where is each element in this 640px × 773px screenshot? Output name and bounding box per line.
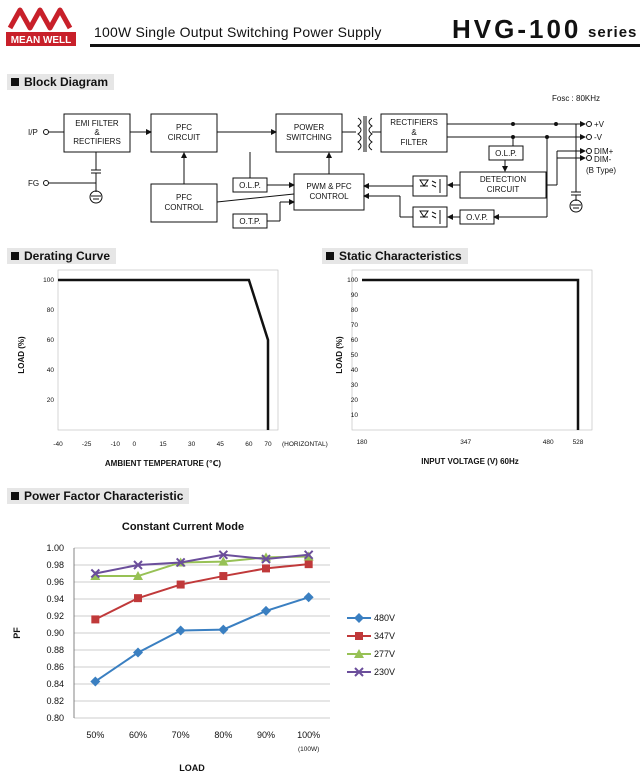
output-dim-minus: DIM- xyxy=(594,155,612,164)
derating-x-axis-label: AMBIENT TEMPERATURE (℃) xyxy=(104,459,222,468)
pf-chart-title: Constant Current Mode xyxy=(121,521,245,533)
derating-x-tick-label: 60 xyxy=(245,441,253,448)
fosc-label: Fosc : 80KHz xyxy=(552,94,601,103)
rect-filter-text-1: RECTIFIERS xyxy=(390,118,438,127)
pf-series-line-480V xyxy=(95,597,308,681)
pf-point-480V xyxy=(176,625,186,635)
pf-y-tick-label: 0.90 xyxy=(46,628,64,638)
derating-x-tick-label: -10 xyxy=(110,441,120,448)
header-rule xyxy=(90,44,640,47)
derating-y-tick-label: 20 xyxy=(46,397,54,404)
model-name: HVG-100 xyxy=(452,14,582,44)
olp-input-text: O.L.P. xyxy=(239,181,261,190)
output-plus-v: +V xyxy=(594,120,605,129)
static-y-tick-label: 60 xyxy=(350,337,358,344)
static-y-tick-label: 20 xyxy=(350,397,358,404)
pfc-control-text-1: PFC xyxy=(176,193,192,202)
derating-heading xyxy=(7,248,116,264)
opto-coupler-2 xyxy=(413,207,447,227)
derating-chart xyxy=(0,268,330,468)
olp-output-text: O.L.P. xyxy=(495,149,517,158)
pfc-circuit-text-2: CIRCUIT xyxy=(167,133,201,142)
opto-coupler-1 xyxy=(413,176,447,196)
pf-y-tick-label: 0.94 xyxy=(46,594,64,604)
pf-y-tick-label: 0.84 xyxy=(46,679,64,689)
static-y-tick-label: 30 xyxy=(350,382,358,389)
pwm-text-1: PWM & PFC xyxy=(306,182,352,191)
ovp-text: O.V.P. xyxy=(466,213,488,222)
pf-legend-label: 230V xyxy=(374,667,396,677)
derating-plot-frame xyxy=(58,270,278,430)
static-x-tick-label: 347 xyxy=(460,439,472,446)
derating-y-axis-label: LOAD (%) xyxy=(17,336,26,374)
static-x-tick-label: 528 xyxy=(572,439,584,446)
pf-x-tick-label: 90% xyxy=(256,730,276,740)
detection-text-2: CIRCUIT xyxy=(486,185,520,194)
static-y-tick-label: 50 xyxy=(350,352,358,359)
pf-point-347V xyxy=(262,564,270,572)
rect-filter-text-2: & xyxy=(411,128,417,137)
pf-point-480V xyxy=(261,606,271,616)
pf-point-347V xyxy=(177,581,185,589)
static-x-tick-label: 480 xyxy=(542,439,554,446)
heading-bullet xyxy=(11,252,19,260)
static-y-tick-label: 90 xyxy=(350,292,358,299)
emi-text-3: RECTIFIERS xyxy=(73,137,121,146)
mean-well-logo xyxy=(4,4,78,48)
pwm-text-2: CONTROL xyxy=(309,192,349,201)
static-chart xyxy=(320,268,640,468)
emi-text-2: & xyxy=(94,128,100,137)
detection-text-1: DETECTION xyxy=(479,175,527,184)
derating-x-tick-label: 0 xyxy=(132,441,137,448)
pf-series-line-230V xyxy=(95,555,308,574)
static-plot-frame xyxy=(352,270,592,430)
pf-heading xyxy=(7,488,189,504)
static-y-tick-label: 40 xyxy=(350,367,358,374)
pf-x-tick-label: 100% xyxy=(297,730,321,740)
pf-legend-label: 480V xyxy=(374,613,396,623)
derating-x-tick-label: -25 xyxy=(81,441,92,448)
heading-bullet xyxy=(11,492,19,500)
static-y-axis-label: LOAD (%) xyxy=(335,336,344,374)
static-heading xyxy=(322,248,468,264)
pf-x-tick-label: 50% xyxy=(86,730,105,740)
pf-y-tick-label: 0.86 xyxy=(46,662,64,672)
derating-x-tick-label: 15 xyxy=(159,441,167,448)
pf-x-tick-label: 60% xyxy=(128,730,148,740)
pf-point-480V xyxy=(304,592,314,602)
pf-y-tick-label: 1.00 xyxy=(46,543,64,553)
pf-legend-label: 277V xyxy=(374,649,396,659)
derating-y-tick-label: 40 xyxy=(46,367,54,374)
pf-x-tick-label: 80% xyxy=(214,730,233,740)
pf-y-tick-label: 0.80 xyxy=(46,713,64,723)
pf-point-347V xyxy=(305,560,313,568)
fg-label: FG xyxy=(28,179,40,188)
static-heading-text: Static Characteristics xyxy=(339,249,462,263)
static-y-tick-label: 10 xyxy=(350,412,358,419)
derating-y-tick-label: 60 xyxy=(46,337,54,344)
static-x-tick-label: 180 xyxy=(356,439,368,446)
logo-text: MEAN WELL xyxy=(10,35,72,46)
series-label: series xyxy=(588,24,638,41)
static-y-tick-label: 70 xyxy=(350,322,358,329)
emi-text-1: EMI FILTER xyxy=(75,119,119,128)
derating-x-suffix: (HORIZONTAL) xyxy=(282,441,328,448)
derating-heading-text: Derating Curve xyxy=(24,249,111,263)
pf-chart xyxy=(0,510,640,773)
power-switching-text-1: POWER xyxy=(293,123,325,132)
heading-bullet xyxy=(326,252,334,260)
heading-bullet xyxy=(11,78,19,86)
otp-text: O.T.P. xyxy=(239,217,261,226)
derating-y-tick-label: 100 xyxy=(43,277,54,284)
pf-y-axis-label: PF xyxy=(12,627,22,639)
pf-legend-marker-347V xyxy=(355,632,363,640)
pf-y-tick-label: 0.96 xyxy=(46,577,64,587)
pf-y-tick-label: 0.98 xyxy=(46,560,64,570)
derating-x-tick-label: 70 xyxy=(264,441,272,448)
pf-legend-marker-480V xyxy=(354,613,364,623)
pf-x-tick-label: 70% xyxy=(171,730,190,740)
pf-legend-label: 347V xyxy=(374,631,396,641)
derating-x-tick-label: -40 xyxy=(53,441,63,448)
pf-x-tick-note: (100W) xyxy=(298,746,320,753)
pf-x-axis-label: LOAD xyxy=(179,763,205,773)
pf-y-tick-label: 0.88 xyxy=(46,645,64,655)
document-title: 100W Single Output Switching Power Supply xyxy=(94,24,382,40)
static-y-tick-label: 80 xyxy=(350,307,358,314)
static-x-axis-label: INPUT VOLTAGE (V) 60Hz xyxy=(421,457,519,466)
pfc-circuit-text-1: PFC xyxy=(176,123,192,132)
pf-series-line-347V xyxy=(95,564,308,619)
output-minus-v: -V xyxy=(594,133,602,142)
pf-heading-text: Power Factor Characteristic xyxy=(24,489,184,503)
static-y-tick-label: 100 xyxy=(347,277,358,284)
pf-point-347V xyxy=(219,572,227,580)
rect-filter-text-3: FILTER xyxy=(400,138,428,147)
output-b-type: (B Type) xyxy=(586,166,617,175)
pfc-control-text-2: CONTROL xyxy=(164,203,204,212)
derating-y-tick-label: 80 xyxy=(46,307,54,314)
pf-point-347V xyxy=(134,594,142,602)
derating-x-tick-label: 45 xyxy=(216,441,224,448)
output-dim-plus: DIM+ xyxy=(594,147,614,156)
pf-y-tick-label: 0.92 xyxy=(46,611,64,621)
derating-x-tick-label: 30 xyxy=(188,441,196,448)
ip-label: I/P xyxy=(28,128,38,137)
block-diagram-heading-text: Block Diagram xyxy=(24,75,109,89)
power-switching-text-2: SWITCHING xyxy=(286,133,332,142)
pf-point-347V xyxy=(91,615,99,623)
pf-y-tick-label: 0.82 xyxy=(46,696,64,706)
block-diagram xyxy=(0,88,640,238)
